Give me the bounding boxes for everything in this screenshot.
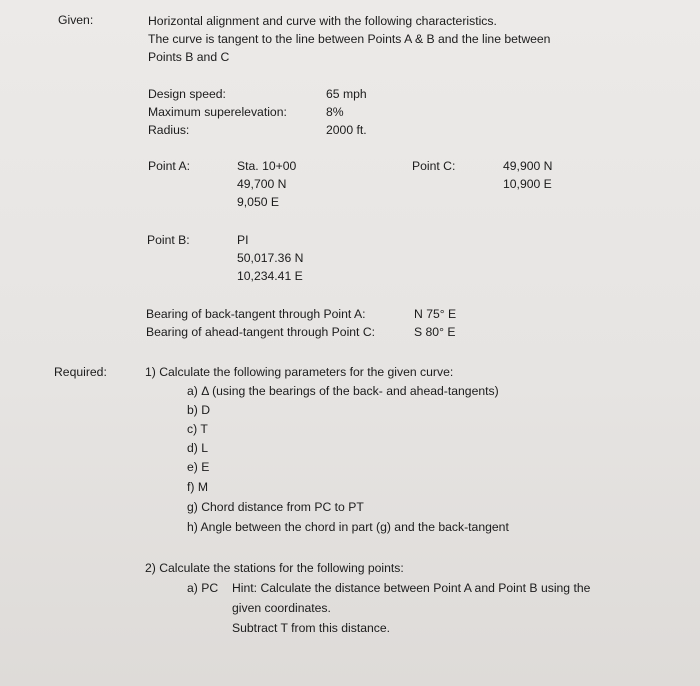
point-b-label: Point B: xyxy=(147,233,190,247)
q2-hint-line-1: Hint: Calculate the distance between Point A and Point B using the xyxy=(232,581,591,595)
point-a-easting: 9,050 E xyxy=(237,195,280,209)
point-c-northing: 49,900 N xyxy=(503,159,553,173)
q1-item-f: f) M xyxy=(187,480,208,494)
bearing-back-value: N 75° E xyxy=(414,307,457,321)
q1-item-d: d) L xyxy=(187,441,209,455)
intro-line-3: Points B and C xyxy=(148,50,230,64)
intro-line-1: Horizontal alignment and curve with the following characteristics. xyxy=(148,14,497,28)
q1-item-h: h) Angle between the chord in part (g) and the back-tangent xyxy=(187,520,509,534)
q2-hint-line-3: Subtract T from this distance. xyxy=(232,621,391,635)
param-superelevation-value: 8% xyxy=(326,105,344,119)
point-a-label: Point A: xyxy=(148,159,191,173)
q1-item-g: g) Chord distance from PC to PT xyxy=(187,500,364,514)
point-b-pi: PI xyxy=(237,233,249,247)
q2-hint-line-2: given coordinates. xyxy=(232,601,331,615)
point-a-northing: 49,700 N xyxy=(237,177,287,191)
point-c-label: Point C: xyxy=(412,159,456,173)
q1-item-a: a) Δ (using the bearings of the back- and ahead-tangents) xyxy=(187,384,499,398)
given-label: Given: xyxy=(58,13,94,27)
param-radius-label: Radius: xyxy=(148,123,190,137)
q1-item-b: b) D xyxy=(187,403,211,417)
param-design-speed-value: 65 mph xyxy=(326,87,367,101)
point-c-easting: 10,900 E xyxy=(503,177,552,191)
intro-line-2: The curve is tangent to the line between Points A & B and the line between xyxy=(148,32,551,46)
param-superelevation-label: Maximum superelevation: xyxy=(148,105,287,119)
q2-heading: 2) Calculate the stations for the following points: xyxy=(145,561,404,575)
q1-heading: 1) Calculate the following parameters for the given curve: xyxy=(145,365,454,379)
bearing-back-label: Bearing of back-tangent through Point A: xyxy=(146,307,366,321)
required-label: Required: xyxy=(54,365,107,379)
q2-item-a: a) PC xyxy=(187,581,219,595)
point-b-easting: 10,234.41 E xyxy=(237,269,303,283)
bearing-ahead-value: S 80° E xyxy=(414,325,456,339)
point-b-northing: 50,017.36 N xyxy=(237,251,304,265)
q1-item-c: c) T xyxy=(187,422,208,436)
param-design-speed-label: Design speed: xyxy=(148,87,226,101)
param-radius-value: 2000 ft. xyxy=(326,123,367,137)
q1-item-e: e) E xyxy=(187,460,210,474)
bearing-ahead-label: Bearing of ahead-tangent through Point C: xyxy=(146,325,376,339)
point-a-station: Sta. 10+00 xyxy=(237,159,297,173)
